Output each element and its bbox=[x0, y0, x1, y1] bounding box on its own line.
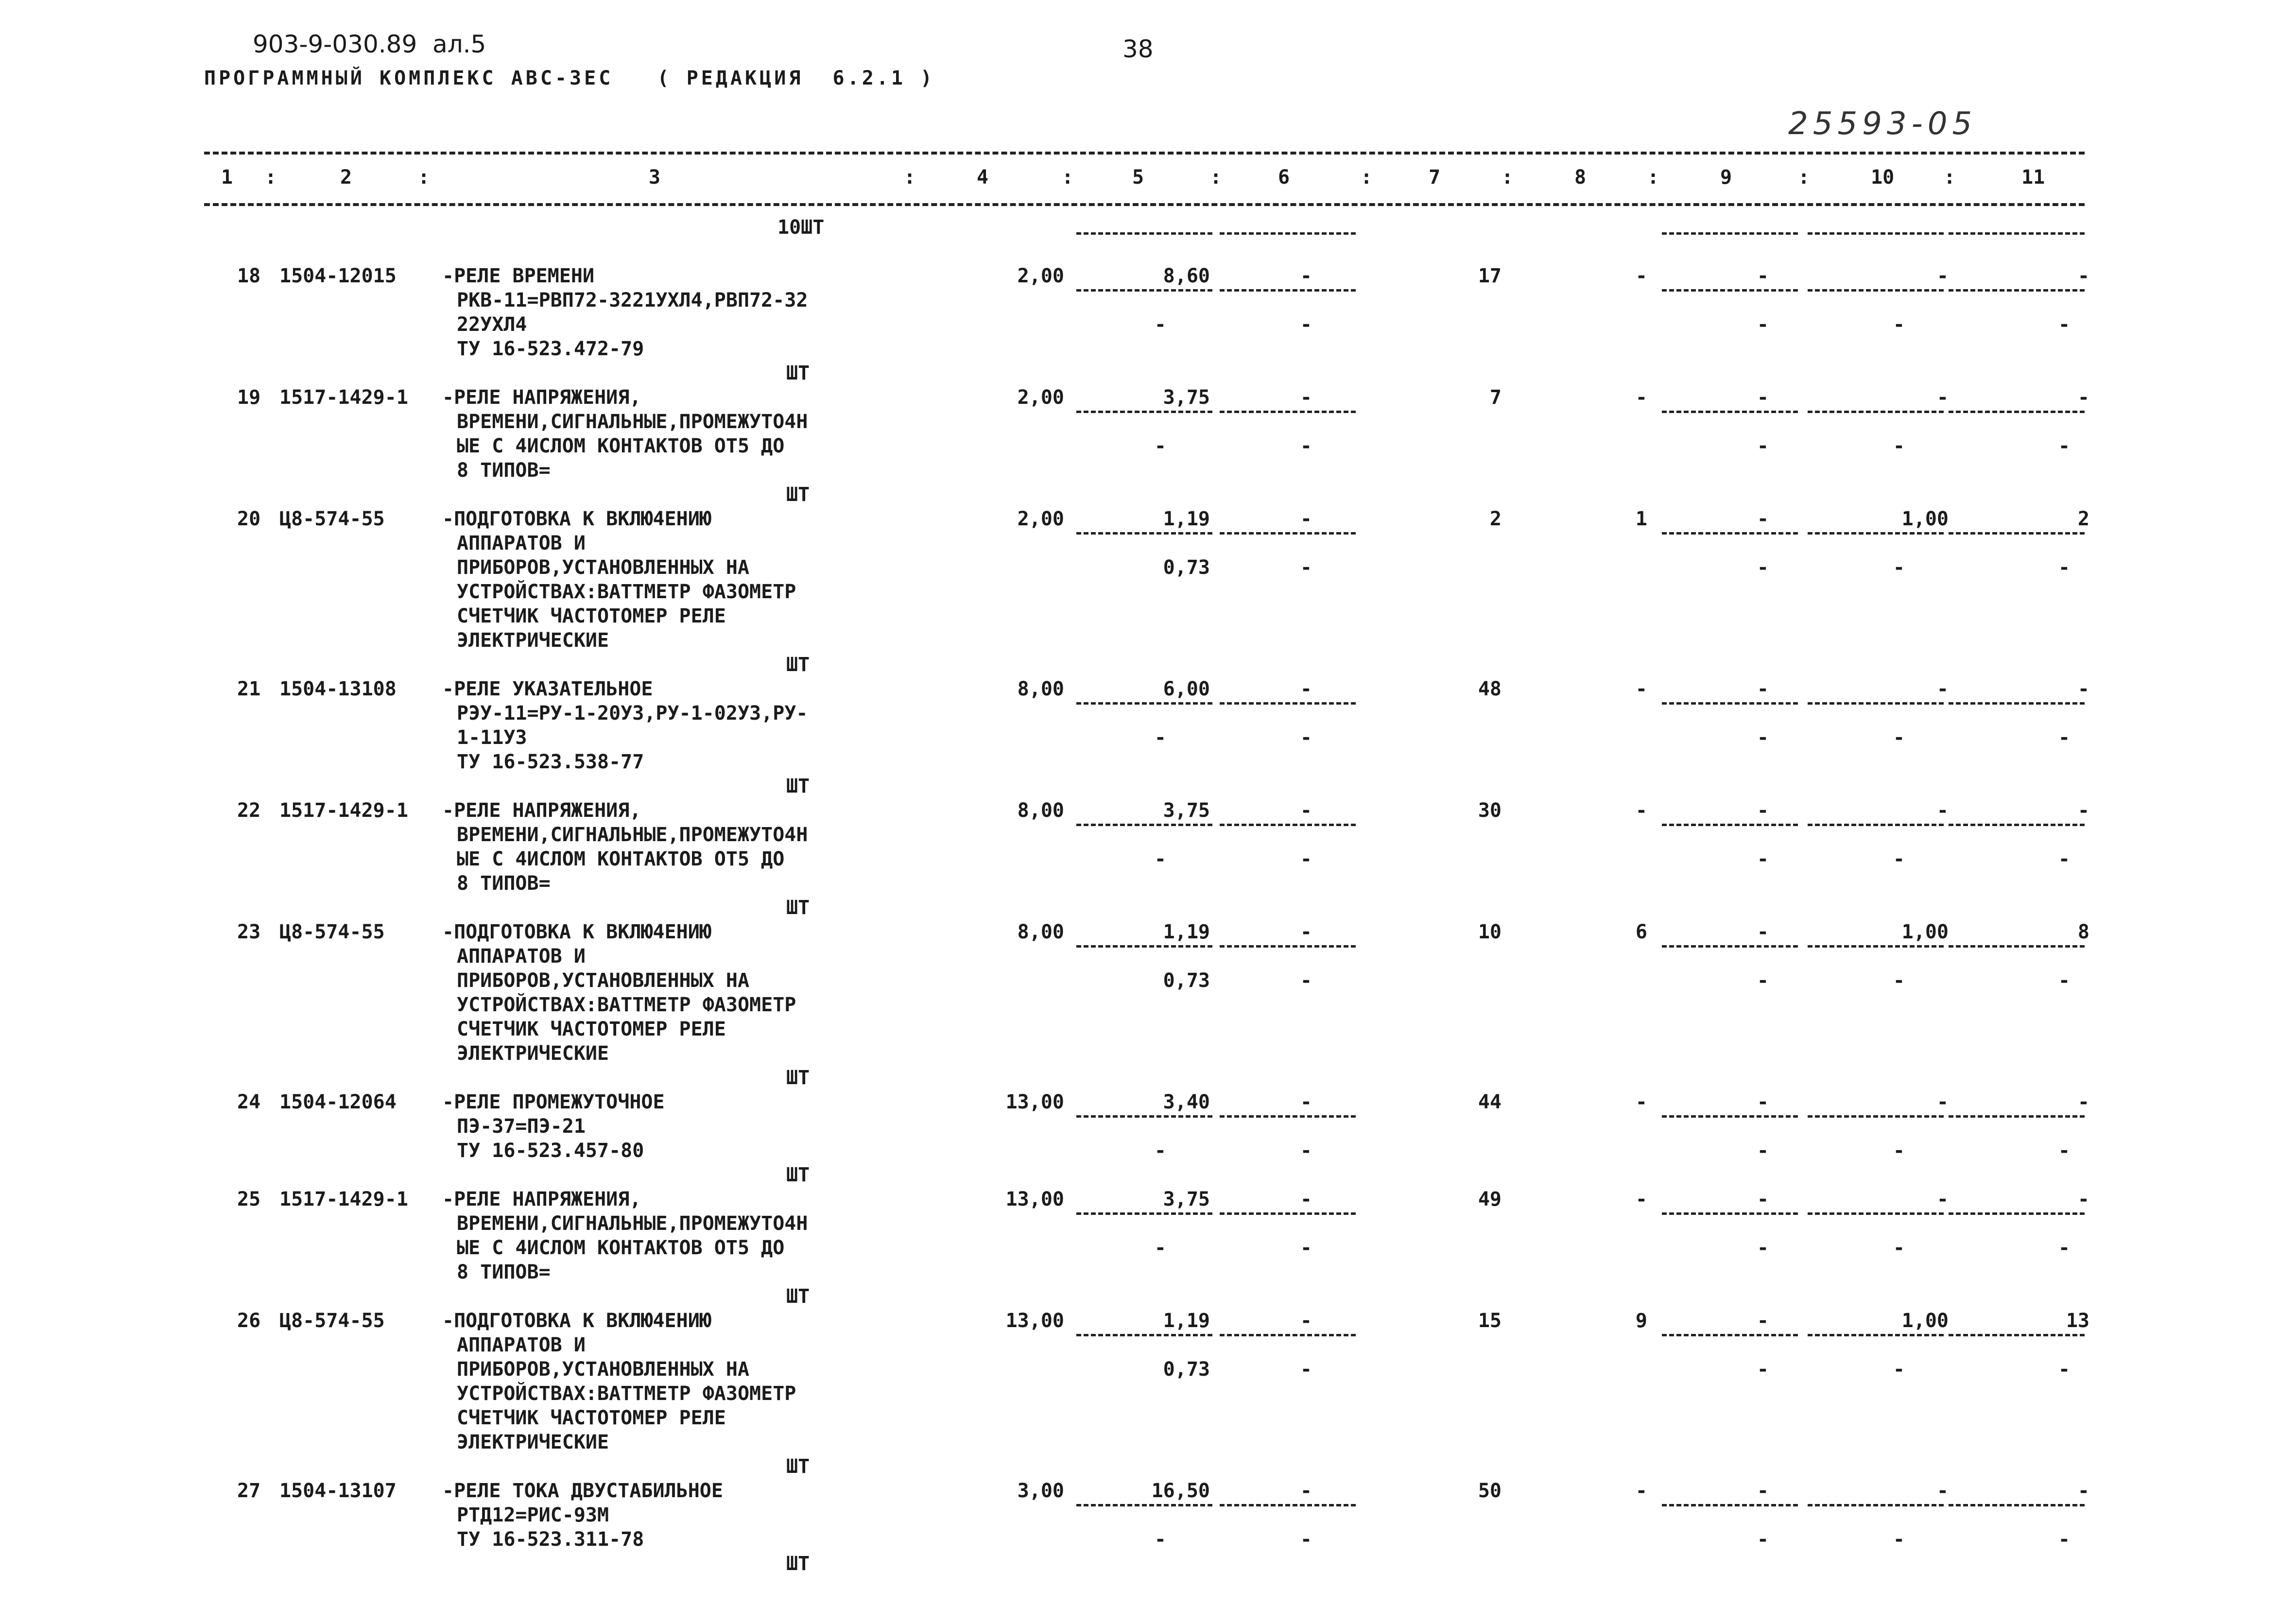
unit-label: ШТ bbox=[786, 1285, 810, 1308]
col9-value: - bbox=[1757, 508, 1769, 530]
column-separator: : bbox=[1944, 166, 1956, 189]
col7-value: 50 bbox=[1478, 1480, 1502, 1502]
item-description: ЫЕ С 4ИСЛОМ КОНТАКТОВ ОТ5 ДО bbox=[457, 848, 785, 870]
col9-value: - bbox=[1757, 921, 1769, 943]
row-number: 21 bbox=[237, 678, 261, 700]
col7-value: 30 bbox=[1478, 799, 1502, 822]
item-description: АППАРАТОВ И bbox=[457, 945, 586, 968]
dash-col5 bbox=[1076, 232, 1212, 235]
col4-value: 2,00 bbox=[1017, 386, 1064, 409]
dash-col10 bbox=[1808, 1504, 1944, 1506]
dash-col9 bbox=[1662, 289, 1798, 292]
col5-subvalue: - bbox=[1154, 1528, 1166, 1551]
col5-subvalue: - bbox=[1154, 848, 1166, 870]
unit-label: ШТ bbox=[786, 775, 810, 797]
dash-col11 bbox=[1949, 1115, 2085, 1118]
item-description: -РЕЛЕ НАПРЯЖЕНИЯ, bbox=[442, 799, 641, 822]
unit-label: ШТ bbox=[786, 362, 810, 384]
row-number: 27 bbox=[237, 1480, 261, 1502]
item-description: РКВ-11=РВП72-3221УХЛ4,РВП72-32 bbox=[457, 289, 808, 311]
col6-subvalue: - bbox=[1300, 556, 1312, 579]
item-description: СЧЕТЧИК ЧАСТОТОМЕР РЕЛЕ bbox=[457, 1018, 726, 1040]
col6-subvalue: - bbox=[1300, 1358, 1312, 1381]
dash-col6 bbox=[1220, 824, 1356, 826]
col10-subvalue: - bbox=[1893, 1140, 1905, 1162]
item-description: ЭЛЕКТРИЧЕСКИЕ bbox=[457, 1431, 609, 1453]
col7-value: 49 bbox=[1478, 1188, 1502, 1210]
row-number: 26 bbox=[237, 1310, 261, 1332]
dash-col9 bbox=[1662, 1115, 1798, 1118]
col6-value: - bbox=[1300, 799, 1312, 822]
col9-value: - bbox=[1757, 265, 1769, 287]
col7-value: 7 bbox=[1489, 386, 1502, 409]
col6-subvalue: - bbox=[1300, 1528, 1312, 1551]
col10-value: 1,00 bbox=[1901, 508, 1949, 530]
column-header-11: 11 bbox=[2021, 166, 2045, 189]
dash-col5 bbox=[1076, 532, 1212, 535]
table-top-rule bbox=[204, 152, 2085, 155]
col6-value: - bbox=[1300, 265, 1312, 287]
dash-col6 bbox=[1220, 702, 1356, 705]
col6-value: - bbox=[1300, 921, 1312, 943]
item-description: ТУ 16-523.457-80 bbox=[457, 1140, 644, 1162]
dash-col9 bbox=[1662, 1334, 1798, 1336]
col9-value: - bbox=[1757, 1480, 1769, 1502]
col4-value: 2,00 bbox=[1017, 508, 1064, 530]
dash-col11 bbox=[1949, 411, 2085, 413]
column-header-5: 5 bbox=[1132, 166, 1144, 189]
col9-value: - bbox=[1757, 1310, 1769, 1332]
col11-subvalue: - bbox=[2058, 1528, 2070, 1551]
item-description: АППАРАТОВ И bbox=[457, 1334, 586, 1356]
column-separator: : bbox=[904, 166, 916, 189]
dash-col10 bbox=[1808, 289, 1944, 292]
row-number: 20 bbox=[237, 508, 261, 530]
column-header-6: 6 bbox=[1278, 166, 1290, 189]
col4-value: 8,00 bbox=[1017, 799, 1064, 822]
col11-value: - bbox=[2077, 678, 2089, 700]
row-number: 23 bbox=[237, 921, 261, 943]
col5-value: 3,75 bbox=[1163, 799, 1210, 822]
col11-subvalue: - bbox=[2058, 313, 2070, 336]
col5-subvalue: 0,73 bbox=[1163, 969, 1210, 992]
column-header-7: 7 bbox=[1429, 166, 1441, 189]
col11-value: - bbox=[2077, 1188, 2089, 1210]
col10-value: - bbox=[1936, 678, 1949, 700]
item-description: 8 ТИПОВ= bbox=[457, 872, 551, 895]
dash-col11 bbox=[1949, 702, 2085, 705]
col11-subvalue: - bbox=[2058, 1140, 2070, 1162]
col8-value: - bbox=[1635, 799, 1647, 822]
dash-col5 bbox=[1076, 289, 1212, 292]
column-header-1: 1 bbox=[221, 166, 233, 189]
col5-value: 1,19 bbox=[1163, 921, 1210, 943]
dash-col9 bbox=[1662, 232, 1798, 235]
col4-value: 13,00 bbox=[1005, 1188, 1064, 1210]
col11-value: 2 bbox=[2077, 508, 2089, 530]
item-code: 1504-13108 bbox=[279, 678, 397, 700]
item-description: -РЕЛЕ НАПРЯЖЕНИЯ, bbox=[442, 1188, 641, 1210]
item-description: ВРЕМЕНИ,СИГНАЛЬНЫЕ,ПРОМЕЖУТО4Н bbox=[457, 824, 808, 846]
col11-subvalue: - bbox=[2058, 556, 2070, 579]
item-description: ТУ 16-523.311-78 bbox=[457, 1528, 644, 1551]
col4-value: 8,00 bbox=[1017, 921, 1064, 943]
dash-col9 bbox=[1662, 702, 1798, 705]
col5-value: 16,50 bbox=[1151, 1480, 1210, 1502]
item-code: 1504-13107 bbox=[279, 1480, 397, 1502]
item-description: ЭЛЕКТРИЧЕСКИЕ bbox=[457, 1042, 609, 1065]
col11-subvalue: - bbox=[2058, 726, 2070, 749]
col10-value: - bbox=[1936, 1188, 1949, 1210]
dash-col11 bbox=[1949, 1212, 2085, 1215]
col6-subvalue: - bbox=[1300, 969, 1312, 992]
dash-col5 bbox=[1076, 824, 1212, 826]
col8-value: - bbox=[1635, 265, 1647, 287]
dash-col9 bbox=[1662, 411, 1798, 413]
col10-subvalue: - bbox=[1893, 726, 1905, 749]
col6-subvalue: - bbox=[1300, 848, 1312, 870]
dash-col10 bbox=[1808, 532, 1944, 535]
col11-subvalue: - bbox=[2058, 848, 2070, 870]
col10-value: - bbox=[1936, 799, 1949, 822]
dash-col6 bbox=[1220, 945, 1356, 948]
col4-value: 13,00 bbox=[1005, 1310, 1064, 1332]
col5-value: 3,75 bbox=[1163, 386, 1210, 409]
item-description: -ПОДГОТОВКА К ВКЛЮ4ЕНИЮ bbox=[442, 1310, 711, 1332]
item-description: УСТРОЙСТВАХ:ВАТТМЕТР ФАЗОМЕТР bbox=[457, 581, 796, 603]
col5-subvalue: 0,73 bbox=[1163, 1358, 1210, 1381]
col10-value: - bbox=[1936, 386, 1949, 409]
col11-subvalue: - bbox=[2058, 1358, 2070, 1381]
row-number: 18 bbox=[237, 265, 261, 287]
item-description: -РЕЛЕ НАПРЯЖЕНИЯ, bbox=[442, 386, 641, 409]
item-code: Ц8-574-55 bbox=[279, 508, 385, 530]
item-description: ЫЕ С 4ИСЛОМ КОНТАКТОВ ОТ5 ДО bbox=[457, 435, 785, 457]
dash-col6 bbox=[1220, 411, 1356, 413]
unit-label: ШТ bbox=[786, 1164, 810, 1186]
item-description: АППАРАТОВ И bbox=[457, 532, 586, 554]
dash-col11 bbox=[1949, 945, 2085, 948]
col5-subvalue: - bbox=[1154, 313, 1166, 336]
dash-col11 bbox=[1949, 532, 2085, 535]
dash-col5 bbox=[1076, 1212, 1212, 1215]
col8-value: - bbox=[1635, 1091, 1647, 1113]
dash-col10 bbox=[1808, 1212, 1944, 1215]
item-description: РЭУ-11=РУ-1-20У3,РУ-1-02У3,РУ- bbox=[457, 702, 808, 725]
item-description: ПЭ-37=ПЭ-21 bbox=[457, 1115, 586, 1138]
item-description: 1-11У3 bbox=[457, 726, 527, 749]
col5-subvalue: - bbox=[1154, 435, 1166, 457]
dash-col11 bbox=[1949, 1504, 2085, 1506]
dash-col9 bbox=[1662, 1212, 1798, 1215]
col11-value: 13 bbox=[2066, 1310, 2089, 1332]
item-code: 1504-12015 bbox=[279, 265, 397, 287]
col11-value: 8 bbox=[2077, 921, 2089, 943]
col5-value: 8,60 bbox=[1163, 265, 1210, 287]
dash-col6 bbox=[1220, 532, 1356, 535]
column-header-10: 10 bbox=[1871, 166, 1895, 189]
dash-col10 bbox=[1808, 411, 1944, 413]
dash-col11 bbox=[1949, 232, 2085, 235]
dash-col5 bbox=[1076, 411, 1212, 413]
item-description: ТУ 16-523.472-79 bbox=[457, 338, 644, 360]
column-separator: : bbox=[1647, 166, 1659, 189]
column-header-4: 4 bbox=[977, 166, 989, 189]
handwritten-code: 25593-05 bbox=[1788, 106, 1977, 142]
col4-value: 2,00 bbox=[1017, 265, 1064, 287]
dash-col10 bbox=[1808, 824, 1944, 826]
col9-subvalue: - bbox=[1757, 313, 1769, 336]
column-separator: : bbox=[1798, 166, 1810, 189]
dash-col6 bbox=[1220, 1504, 1356, 1506]
col6-value: - bbox=[1300, 508, 1312, 530]
col5-subvalue: - bbox=[1154, 1237, 1166, 1259]
col5-value: 3,75 bbox=[1163, 1188, 1210, 1210]
column-separator: : bbox=[1062, 166, 1074, 189]
col11-subvalue: - bbox=[2058, 1237, 2070, 1259]
col5-value: 1,19 bbox=[1163, 1310, 1210, 1332]
col7-value: 15 bbox=[1478, 1310, 1502, 1332]
dash-col6 bbox=[1220, 232, 1356, 235]
item-description: -РЕЛЕ ПРОМЕЖУТОЧНОЕ bbox=[442, 1091, 665, 1113]
col10-subvalue: - bbox=[1893, 848, 1905, 870]
col8-value: 1 bbox=[1635, 508, 1647, 530]
dash-col9 bbox=[1662, 824, 1798, 826]
col6-value: - bbox=[1300, 386, 1312, 409]
col6-value: - bbox=[1300, 1091, 1312, 1113]
col5-subvalue: - bbox=[1154, 726, 1166, 749]
col10-subvalue: - bbox=[1893, 556, 1905, 579]
dash-col10 bbox=[1808, 1115, 1944, 1118]
col9-value: - bbox=[1757, 386, 1769, 409]
item-code: Ц8-574-55 bbox=[279, 921, 385, 943]
col6-subvalue: - bbox=[1300, 435, 1312, 457]
col6-value: - bbox=[1300, 1480, 1312, 1502]
item-description: ВРЕМЕНИ,СИГНАЛЬНЫЕ,ПРОМЕЖУТО4Н bbox=[457, 1212, 808, 1235]
col10-subvalue: - bbox=[1893, 1528, 1905, 1551]
col6-value: - bbox=[1300, 1188, 1312, 1210]
column-separator: : bbox=[1502, 166, 1514, 189]
col7-value: 48 bbox=[1478, 678, 1502, 700]
column-separator: : bbox=[418, 166, 430, 189]
dash-col6 bbox=[1220, 1115, 1356, 1118]
col7-value: 44 bbox=[1478, 1091, 1502, 1113]
row-number: 22 bbox=[237, 799, 261, 822]
dash-col11 bbox=[1949, 289, 2085, 292]
col11-value: - bbox=[2077, 386, 2089, 409]
column-separator: : bbox=[1210, 166, 1222, 189]
col4-value: 8,00 bbox=[1017, 678, 1064, 700]
col10-subvalue: - bbox=[1893, 313, 1905, 336]
col7-value: 2 bbox=[1489, 508, 1502, 530]
item-description: ПРИБОРОВ,УСТАНОВЛЕННЫХ НА bbox=[457, 969, 750, 992]
col8-value: - bbox=[1635, 386, 1647, 409]
col10-value: - bbox=[1936, 1091, 1949, 1113]
dash-col10 bbox=[1808, 1334, 1944, 1336]
item-description: -РЕЛЕ ТОКА ДВУСТАБИЛЬНОЕ bbox=[442, 1480, 723, 1502]
item-description: УСТРОЙСТВАХ:ВАТТМЕТР ФАЗОМЕТР bbox=[457, 1382, 796, 1405]
item-description: 8 ТИПОВ= bbox=[457, 1261, 551, 1283]
col9-subvalue: - bbox=[1757, 1237, 1769, 1259]
col8-value: 6 bbox=[1635, 921, 1647, 943]
item-description: -ПОДГОТОВКА К ВКЛЮ4ЕНИЮ bbox=[442, 508, 711, 530]
col11-value: - bbox=[2077, 1480, 2089, 1502]
column-separator: : bbox=[1361, 166, 1373, 189]
col5-subvalue: 0,73 bbox=[1163, 556, 1210, 579]
dash-col9 bbox=[1662, 945, 1798, 948]
dash-col9 bbox=[1662, 532, 1798, 535]
dash-col9 bbox=[1662, 1504, 1798, 1506]
col10-value: 1,00 bbox=[1901, 1310, 1949, 1332]
dash-col6 bbox=[1220, 1212, 1356, 1215]
item-description: ПРИБОРОВ,УСТАНОВЛЕННЫХ НА bbox=[457, 1358, 750, 1381]
unit-label: ШТ bbox=[786, 654, 810, 676]
col9-subvalue: - bbox=[1757, 1528, 1769, 1551]
col9-subvalue: - bbox=[1757, 1358, 1769, 1381]
col11-subvalue: - bbox=[2058, 435, 2070, 457]
column-header-8: 8 bbox=[1574, 166, 1587, 189]
col5-value: 3,40 bbox=[1163, 1091, 1210, 1113]
dash-col5 bbox=[1076, 1334, 1212, 1336]
col9-subvalue: - bbox=[1757, 848, 1769, 870]
col6-subvalue: - bbox=[1300, 726, 1312, 749]
item-description: СЧЕТЧИК ЧАСТОТОМЕР РЕЛЕ bbox=[457, 605, 726, 627]
col10-subvalue: - bbox=[1893, 435, 1905, 457]
col6-value: - bbox=[1300, 678, 1312, 700]
col11-subvalue: - bbox=[2058, 969, 2070, 992]
col8-value: 9 bbox=[1635, 1310, 1647, 1332]
item-code: 1517-1429-1 bbox=[279, 1188, 408, 1210]
dash-col6 bbox=[1220, 289, 1356, 292]
dash-col5 bbox=[1076, 702, 1212, 705]
item-description: ЫЕ С 4ИСЛОМ КОНТАКТОВ ОТ5 ДО bbox=[457, 1237, 785, 1259]
col10-subvalue: - bbox=[1893, 1358, 1905, 1381]
col4-value: 13,00 bbox=[1005, 1091, 1064, 1113]
col10-value: - bbox=[1936, 265, 1949, 287]
unit-label: 10ШТ bbox=[777, 216, 825, 239]
col10-subvalue: - bbox=[1893, 969, 1905, 992]
col5-subvalue: - bbox=[1154, 1140, 1166, 1162]
unit-label: ШТ bbox=[786, 897, 810, 919]
column-header-3: 3 bbox=[649, 166, 661, 189]
col9-value: - bbox=[1757, 1091, 1769, 1113]
table-header-rule bbox=[204, 203, 2085, 206]
col9-subvalue: - bbox=[1757, 1140, 1769, 1162]
dash-col10 bbox=[1808, 945, 1944, 948]
item-description: ПРИБОРОВ,УСТАНОВЛЕННЫХ НА bbox=[457, 556, 750, 579]
item-description: -ПОДГОТОВКА К ВКЛЮ4ЕНИЮ bbox=[442, 921, 711, 943]
dash-col5 bbox=[1076, 945, 1212, 948]
col5-value: 1,19 bbox=[1163, 508, 1210, 530]
item-description: СЧЕТЧИК ЧАСТОТОМЕР РЕЛЕ bbox=[457, 1407, 726, 1429]
col7-value: 17 bbox=[1478, 265, 1502, 287]
dash-col11 bbox=[1949, 824, 2085, 826]
col11-value: - bbox=[2077, 1091, 2089, 1113]
unit-label: ШТ bbox=[786, 1553, 810, 1575]
unit-label: ШТ bbox=[786, 1455, 810, 1478]
col8-value: - bbox=[1635, 678, 1647, 700]
item-description: РТД12=РИС-93М bbox=[457, 1504, 609, 1526]
col4-value: 3,00 bbox=[1017, 1480, 1064, 1502]
item-description: ЭЛЕКТРИЧЕСКИЕ bbox=[457, 629, 609, 652]
row-number: 19 bbox=[237, 386, 261, 409]
col9-value: - bbox=[1757, 1188, 1769, 1210]
dash-col11 bbox=[1949, 1334, 2085, 1336]
col8-value: - bbox=[1635, 1480, 1647, 1502]
col6-subvalue: - bbox=[1300, 1237, 1312, 1259]
item-description: ВРЕМЕНИ,СИГНАЛЬНЫЕ,ПРОМЕЖУТО4Н bbox=[457, 411, 808, 433]
col7-value: 10 bbox=[1478, 921, 1502, 943]
item-description: 22УХЛ4 bbox=[457, 313, 527, 336]
column-header-9: 9 bbox=[1720, 166, 1732, 189]
item-code: 1517-1429-1 bbox=[279, 799, 408, 822]
col9-subvalue: - bbox=[1757, 435, 1769, 457]
col6-subvalue: - bbox=[1300, 1140, 1312, 1162]
col9-subvalue: - bbox=[1757, 969, 1769, 992]
col8-value: - bbox=[1635, 1188, 1647, 1210]
col11-value: - bbox=[2077, 799, 2089, 822]
col10-subvalue: - bbox=[1893, 1237, 1905, 1259]
item-description: -РЕЛЕ УКАЗАТЕЛЬНОЕ bbox=[442, 678, 653, 700]
item-code: 1504-12064 bbox=[279, 1091, 397, 1113]
column-separator: : bbox=[265, 166, 277, 189]
item-description: 8 ТИПОВ= bbox=[457, 459, 551, 482]
item-description: ТУ 16-523.538-77 bbox=[457, 751, 644, 773]
col9-value: - bbox=[1757, 678, 1769, 700]
col9-value: - bbox=[1757, 799, 1769, 822]
col9-subvalue: - bbox=[1757, 726, 1769, 749]
item-code: Ц8-574-55 bbox=[279, 1310, 385, 1332]
col10-value: 1,00 bbox=[1901, 921, 1949, 943]
dash-col10 bbox=[1808, 232, 1944, 235]
row-number: 25 bbox=[237, 1188, 261, 1210]
col11-value: - bbox=[2077, 265, 2089, 287]
col5-value: 6,00 bbox=[1163, 678, 1210, 700]
dash-col5 bbox=[1076, 1504, 1212, 1506]
dash-col10 bbox=[1808, 702, 1944, 705]
row-number: 24 bbox=[237, 1091, 261, 1113]
unit-label: ШТ bbox=[786, 484, 810, 506]
dash-col6 bbox=[1220, 1334, 1356, 1336]
page-number: 38 bbox=[1122, 35, 1154, 63]
col10-value: - bbox=[1936, 1480, 1949, 1502]
item-description: -РЕЛЕ ВРЕМЕНИ bbox=[442, 265, 595, 287]
col9-subvalue: - bbox=[1757, 556, 1769, 579]
item-code: 1517-1429-1 bbox=[279, 386, 408, 409]
col6-subvalue: - bbox=[1300, 313, 1312, 336]
document-id: 903-9-030.89 ал.5 bbox=[253, 30, 486, 58]
unit-label: ШТ bbox=[786, 1067, 810, 1089]
col6-value: - bbox=[1300, 1310, 1312, 1332]
dash-col5 bbox=[1076, 1115, 1212, 1118]
column-header-2: 2 bbox=[340, 166, 352, 189]
program-title: ПРОГРАММНЫЙ КОМПЛЕКС АВС-3ЕС ( РЕДАКЦИЯ 6.2.1 ) bbox=[204, 67, 935, 89]
item-description: УСТРОЙСТВАХ:ВАТТМЕТР ФАЗОМЕТР bbox=[457, 994, 796, 1016]
